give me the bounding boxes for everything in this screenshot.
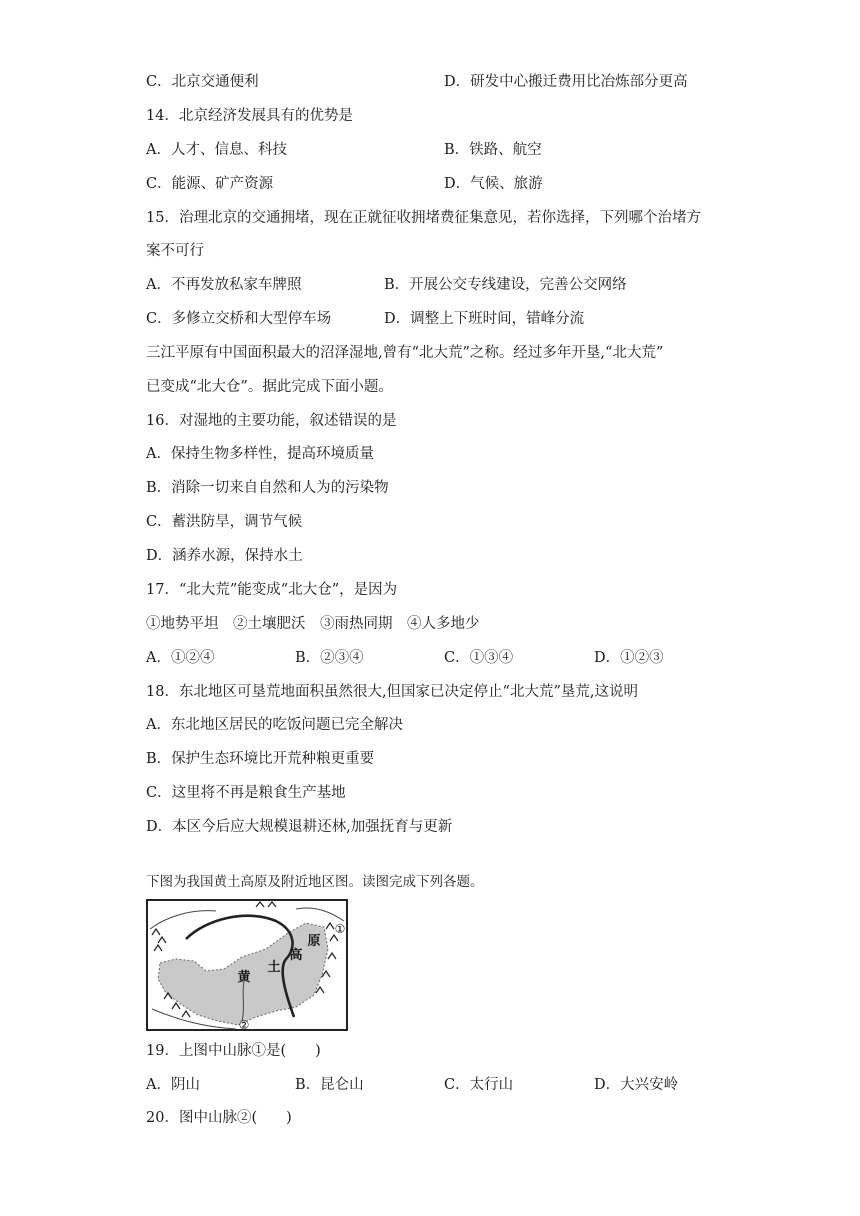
map-label-huang: 黄 xyxy=(237,970,251,985)
q18-option-d: D．本区今后应大规模退耕还林,加强抚育与更新 xyxy=(146,819,453,835)
q17-option-c: C．①③④ xyxy=(444,650,514,666)
map-label-yuan: 原 xyxy=(307,934,321,949)
q19-option-d: D．大兴安岭 xyxy=(594,1077,679,1093)
q15-option-c: C．多修立交桥和大型停车场 xyxy=(146,311,332,327)
passage-loess-intro: 下图为我国黄土高原及附近地区图。读图完成下列各题。 xyxy=(146,874,484,890)
q15-option-d: D．调整上下班时间，错峰分流 xyxy=(384,311,585,327)
q13-option-d: D．研发中心搬迁费用比冶炼部分更高 xyxy=(444,74,688,90)
q17-choices: ①地势平坦 ②土壤肥沃 ③雨热同期 ④人多地少 xyxy=(146,616,480,632)
q15-option-a: A．不再发放私家车牌照 xyxy=(146,277,302,293)
map-marker-1: ① xyxy=(334,922,346,936)
q17-option-b: B．②③④ xyxy=(295,650,364,666)
map-label-tu: 土 xyxy=(267,960,281,975)
passage-sanjiang-line2: 已变成“北大仓”。据此完成下面小题。 xyxy=(146,379,393,395)
q14-option-b: B．铁路、航空 xyxy=(444,142,542,158)
q14-option-a: A．人才、信息、科技 xyxy=(146,142,287,158)
q19-option-c: C．太行山 xyxy=(444,1077,514,1093)
q18-option-a: A．东北地区居民的吃饭问题已完全解决 xyxy=(146,717,403,733)
q14-option-c: C．能源、矿产资源 xyxy=(146,176,274,192)
q14-option-d: D．气候、旅游 xyxy=(444,176,543,192)
loess-plateau-map xyxy=(146,899,348,1031)
q19-option-a: A．阴山 xyxy=(146,1077,200,1093)
q15-option-b: B．开展公交专线建设，完善公交网络 xyxy=(384,277,627,293)
q18-stem: 18．东北地区可垦荒地面积虽然很大,但国家已决定停止“北大荒”垦荒,这说明 xyxy=(146,684,638,700)
q17-option-d: D．①②③ xyxy=(594,650,664,666)
map-label-gao: 高 xyxy=(289,948,303,963)
q16-option-c: C．蓄洪防旱，调节气候 xyxy=(146,514,303,530)
q20-stem: 20．图中山脉②( ) xyxy=(146,1110,292,1126)
q16-option-b: B．消除一切来自自然和人为的污染物 xyxy=(146,480,389,496)
q19-stem: 19．上图中山脉①是( ) xyxy=(146,1043,321,1059)
map-marker-2: ② xyxy=(238,1018,250,1031)
q13-option-c: C．北京交通便利 xyxy=(146,74,259,90)
q15-stem-line2: 案不可行 xyxy=(146,243,204,259)
q17-stem: 17．“北大荒”能变成“北大仓”，是因为 xyxy=(146,582,398,598)
q19-option-b: B．昆仑山 xyxy=(295,1077,364,1093)
q16-stem: 16．对湿地的主要功能，叙述错误的是 xyxy=(146,413,397,429)
q14-stem: 14．北京经济发展具有的优势是 xyxy=(146,108,353,124)
q17-option-a: A．①②④ xyxy=(146,650,215,666)
q16-option-d: D．涵养水源，保持水土 xyxy=(146,548,303,564)
q15-stem-line1: 15．治理北京的交通拥堵，现在正就征收拥堵费征集意见，若你选择，下列哪个治堵方 xyxy=(146,210,701,226)
q18-option-b: B．保护生态环境比开荒种粮更重要 xyxy=(146,751,375,767)
passage-sanjiang-line1: 三江平原有中国面积最大的沼泽湿地,曾有“北大荒”之称。经过多年开垦,“北大荒” xyxy=(146,345,664,361)
q16-option-a: A．保持生物多样性，提高环境质量 xyxy=(146,446,374,462)
q18-option-c: C．这里将不再是粮食生产基地 xyxy=(146,785,346,801)
